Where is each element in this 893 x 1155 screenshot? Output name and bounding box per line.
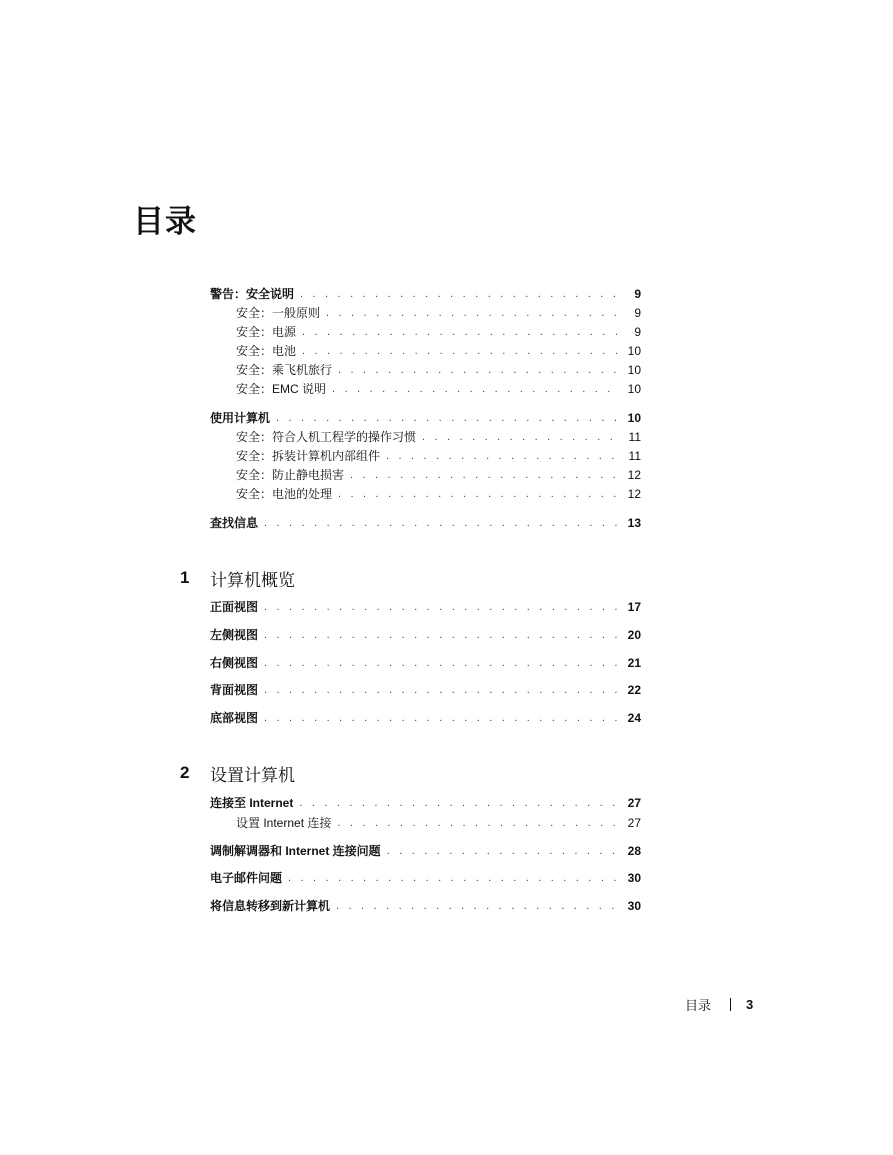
toc-entry-bottom-view[interactable] [210,709,641,728]
toc-entry-safety-air-travel[interactable] [236,361,641,380]
footer-page-number: 3 [746,996,754,1012]
toc-entry-safety-power[interactable] [236,323,641,342]
toc-page-number: 10 [627,363,641,377]
dot-leader [422,428,619,447]
toc-entry-label: 安全：乘飞机旅行 [236,363,333,377]
chapter-heading-1[interactable] [180,566,295,590]
toc-entry-using-computer[interactable] [210,409,641,428]
dot-leader [264,514,619,533]
toc-page-number: 10 [627,382,641,396]
dot-leader [299,794,619,813]
dot-leader [302,342,619,361]
toc-entry-label: 左侧视图 [210,628,259,642]
dot-leader [264,709,619,728]
toc-entry-label: 正面视图 [210,600,259,614]
toc-page-number: 9 [634,325,641,339]
dot-leader [332,380,619,399]
chapter-number: 1 [180,568,190,587]
dot-leader [336,897,619,916]
footer-label: 目录 [685,997,712,1013]
toc-page-number: 27 [627,816,641,830]
toc-entry-label: 警告：安全说明 [210,287,295,301]
toc-entry-right-view[interactable] [210,654,641,673]
chapter-title: 设置计算机 [210,765,295,786]
dot-leader [264,654,619,673]
chapter-title: 计算机概览 [210,570,295,591]
toc-page-number: 21 [627,656,641,670]
toc-entry-safety-inside-computer[interactable] [236,447,641,466]
toc-entry-transfer-info[interactable] [210,897,641,916]
dot-leader [326,304,619,323]
toc-entry-finding-info[interactable] [210,514,641,533]
toc-entry-front-view[interactable] [210,598,641,617]
toc-entry-back-view[interactable] [210,681,641,700]
toc-page-number: 11 [628,430,641,444]
toc-page-number: 30 [627,871,641,885]
footer-divider [730,998,731,1011]
toc-page-number: 10 [627,411,641,425]
dot-leader [276,409,619,428]
toc-entry-label: 安全：拆装计算机内部组件 [236,449,381,463]
toc-page-number: 10 [627,344,641,358]
toc-entry-safety-esd[interactable] [236,466,641,485]
toc-page-number: 24 [627,711,641,725]
toc-entry-label: 查找信息 [210,516,259,530]
toc-entry-label: 安全：电源 [236,325,297,339]
toc-entry-label: 背面视图 [210,683,259,697]
dot-leader [338,485,619,504]
toc-entry-setup-internet[interactable] [236,814,641,833]
toc-entry-label: 安全：电池的处理 [236,487,333,501]
toc-page-number: 30 [627,899,641,913]
dot-leader [338,361,619,380]
toc-entry-label: 底部视图 [210,711,259,725]
dot-leader [264,626,619,645]
toc-entry-label: 右侧视图 [210,656,259,670]
toc-entry-label: 设置 Internet 连接 [236,816,332,830]
toc-entry-safety-ergonomics[interactable] [236,428,641,447]
toc-entry-email-problems[interactable] [210,869,641,888]
toc-entry-modem-problems[interactable] [210,842,641,861]
toc-entry-safety-general[interactable] [236,304,641,323]
dot-leader [264,681,619,700]
toc-page-number: 13 [627,516,641,530]
toc-page-number: 28 [627,844,641,858]
toc-page-number: 17 [627,600,641,614]
toc-entry-label: 安全：电池 [236,344,297,358]
dot-leader [386,447,619,466]
toc-entry-safety-battery[interactable] [236,342,641,361]
dot-leader [387,842,619,861]
toc-entry-left-view[interactable] [210,626,641,645]
toc-entry-label: 安全：EMC 说明 [236,382,327,396]
toc-entry-safety-battery-disposal[interactable] [236,485,641,504]
dot-leader [302,323,619,342]
dot-leader [350,466,619,485]
toc-page-number: 20 [627,628,641,642]
toc-entry-safety-warning[interactable] [210,285,641,304]
toc-entry-label: 安全：一般原则 [236,306,321,320]
page-footer [685,994,753,1014]
toc-entry-label: 安全：符合人机工程学的操作习惯 [236,430,417,444]
toc-entry-connect-internet[interactable] [210,794,641,813]
toc-page-number: 9 [634,306,641,320]
toc-entry-label: 使用计算机 [210,411,271,425]
toc-entry-label: 连接至 Internet [210,796,294,810]
toc-page-number: 12 [627,487,641,501]
toc-entry-label: 电子邮件问题 [210,871,283,885]
dot-leader [300,285,619,304]
toc-page-number: 9 [634,287,641,301]
chapter-number: 2 [180,763,190,782]
dot-leader [264,598,619,617]
dot-leader [288,869,619,888]
dot-leader [337,814,619,833]
toc-entry-label: 安全：防止静电损害 [236,468,345,482]
toc-page-number: 27 [627,796,641,810]
toc-entry-safety-emc[interactable] [236,380,641,399]
toc-entry-label: 调制解调器和 Internet 连接问题 [210,844,381,858]
chapter-heading-2[interactable] [180,761,295,785]
page-title: 目录 [133,204,197,240]
toc-page-number: 12 [627,468,641,482]
toc-page-number: 11 [628,449,641,463]
toc-entry-label: 将信息转移到新计算机 [210,899,331,913]
toc-page-number: 22 [627,683,641,697]
